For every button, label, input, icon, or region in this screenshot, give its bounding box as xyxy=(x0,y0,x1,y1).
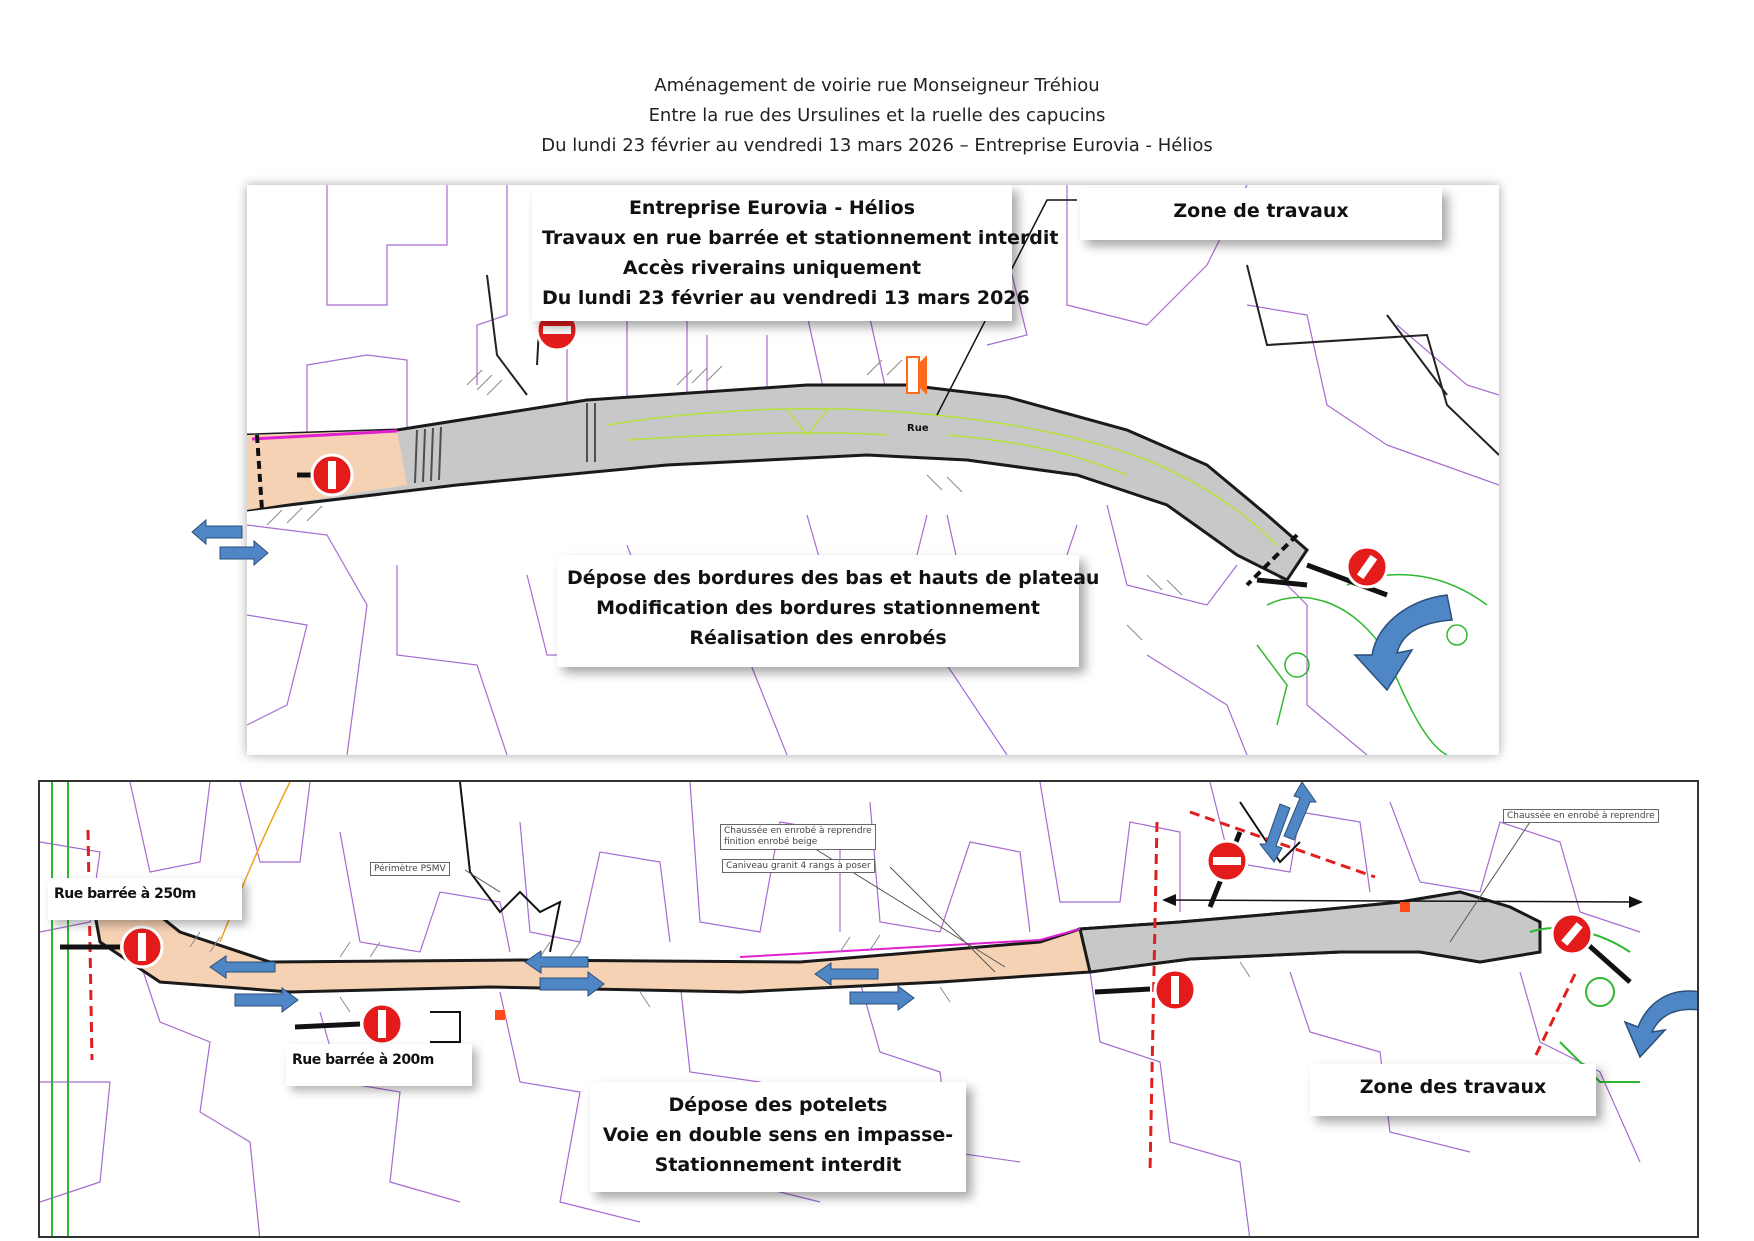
perimeter-label: Périmètre PSMV xyxy=(370,862,450,876)
closure-note-200m: Rue barrée à 200m xyxy=(286,1044,472,1086)
no-entry-sign-icon xyxy=(1207,841,1247,881)
roadway-note-right: Chaussée en enrobé à reprendre xyxy=(1503,809,1659,823)
no-entry-sign-icon xyxy=(362,1004,402,1044)
top-zone-label: Zone de travaux xyxy=(1080,188,1442,240)
no-entry-sign-icon xyxy=(1155,970,1195,1010)
no-entry-sign-icon xyxy=(1552,914,1592,954)
top-works-box xyxy=(557,555,1100,667)
info-line-closure: Travaux en rue barrée et stationnement interdit xyxy=(542,227,1059,249)
header-title: Aménagement de voirie rue Monseigneur Tréhiou xyxy=(654,75,1100,96)
street-label: Rue xyxy=(907,423,929,434)
gutter-note: Caniveau granit 4 rangs à poser xyxy=(722,859,875,873)
no-entry-sign-icon xyxy=(122,927,162,967)
works-line-2: Modification des bordures stationnement xyxy=(596,597,1040,619)
left-traffic-arrows xyxy=(190,515,270,575)
header-subtitle: Entre la rue des Ursulines et la ruelle des capucins xyxy=(648,105,1106,126)
works-line-3: Stationnement interdit xyxy=(654,1154,902,1176)
roadway-note-line-1: Chaussée en enrobé à reprendre xyxy=(724,826,872,836)
bottom-works-box xyxy=(590,1082,966,1192)
header-dates: Du lundi 23 février au vendredi 13 mars 2026 – Entreprise Eurovia - Hélios xyxy=(541,135,1213,156)
top-map-panel xyxy=(247,185,1499,755)
top-info-box xyxy=(532,185,1059,321)
bottom-map-panel xyxy=(38,780,1699,1238)
no-entry-sign-icon xyxy=(1347,547,1387,587)
works-line-1: Dépose des bordures des bas et hauts de plateau xyxy=(567,567,1100,589)
traffic-arrow-icon xyxy=(192,520,242,544)
traffic-arrow-icon xyxy=(220,541,268,565)
info-line-access: Accès riverains uniquement xyxy=(622,257,922,279)
works-line-1: Dépose des potelets xyxy=(668,1094,888,1116)
traffic-arrow-icon xyxy=(850,986,914,1010)
info-line-dates: Du lundi 23 février au vendredi 13 mars 2026 xyxy=(542,287,1030,309)
roadway-note-line-2: finition enrobé beige xyxy=(724,837,818,847)
works-line-3: Réalisation des enrobés xyxy=(689,627,947,649)
turn-arrow-icon xyxy=(1355,595,1452,690)
bottom-zone-label: Zone des travaux xyxy=(1310,1064,1596,1116)
works-line-2: Voie en double sens en impasse- xyxy=(602,1124,954,1146)
no-entry-sign-icon xyxy=(312,455,352,495)
roadway-note xyxy=(720,824,876,850)
closure-note-250m: Rue barrée à 250m xyxy=(48,878,242,920)
hazard-sign-icon xyxy=(907,355,927,395)
turn-arrow-icon xyxy=(1625,991,1699,1057)
info-line-company: Entreprise Eurovia - Hélios xyxy=(628,197,916,219)
